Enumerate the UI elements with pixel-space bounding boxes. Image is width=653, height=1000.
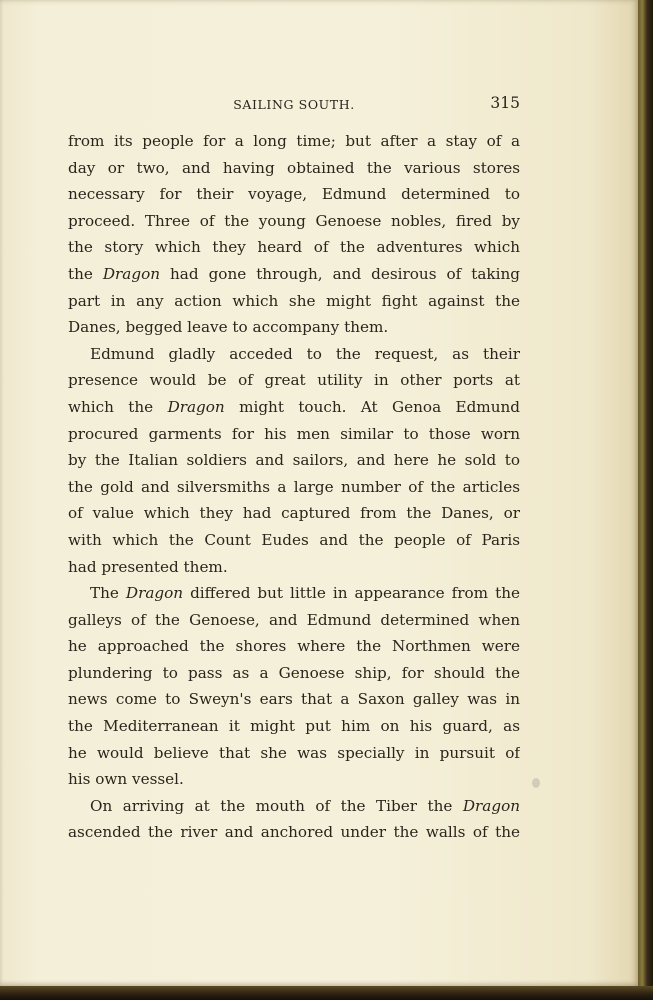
- page-number: 315: [490, 94, 520, 112]
- text-fragment: differed but little in appearance from the: [183, 584, 520, 603]
- text-line: [68, 607, 520, 634]
- text-fragment: from its people for a long time; but after a stay of a: [68, 132, 520, 150]
- text-line: [68, 341, 520, 368]
- text-line: [68, 234, 520, 261]
- text-fragment: the gold and silversmiths a large number of the articles: [68, 477, 520, 496]
- text-fragment: On arriving at the mouth of the Tiber the: [90, 796, 463, 815]
- text-line: [68, 367, 520, 394]
- body-text: [68, 128, 520, 846]
- text-line: [68, 261, 520, 288]
- text-line: [68, 181, 520, 208]
- text-line: [68, 128, 520, 155]
- text-fragment: ascended the river and anchored under the walls of the: [68, 823, 520, 842]
- text-fragment: with which the Count Eudes and the people of Paris: [68, 530, 520, 549]
- text-line: [68, 686, 520, 713]
- text-line: [68, 314, 520, 341]
- text-fragment: news come to Sweyn's ears that a Saxon galley was in: [68, 690, 520, 709]
- text-line: [68, 447, 520, 474]
- text-line: [68, 394, 520, 421]
- text-fragment: day or two, and having obtained the various stores: [68, 158, 520, 177]
- book-edge-right: [638, 0, 653, 1000]
- italic-ship-name: Dragon: [102, 264, 161, 283]
- text-fragment: his own vessel.: [68, 770, 184, 789]
- text-fragment: he approached the shores where the Northmen were: [68, 637, 520, 656]
- text-line: [68, 740, 520, 767]
- text-line: [68, 527, 520, 554]
- italic-ship-name: Dragon: [125, 584, 184, 603]
- text-fragment: the: [68, 264, 103, 283]
- page-header: [68, 94, 520, 118]
- text-fragment: presence would be of great utility in other ports at: [68, 371, 520, 390]
- text-fragment: of value which they had captured from the Danes, or: [68, 504, 520, 523]
- text-line: [68, 633, 520, 660]
- text-fragment: which the: [68, 397, 168, 416]
- running-title: SAILING SOUTH.: [233, 97, 355, 112]
- paper-stain: [532, 778, 540, 788]
- text-line: [68, 793, 520, 820]
- text-line: [68, 766, 520, 793]
- text-line: [68, 554, 520, 581]
- text-line: [68, 208, 520, 235]
- text-line: [68, 155, 520, 182]
- text-fragment: the Mediterranean it might put him on his guard, as: [68, 717, 520, 736]
- text-fragment: the story which they heard of the adventures which: [68, 238, 520, 257]
- text-fragment: part in any action which she might fight against the: [68, 291, 520, 310]
- text-fragment: The: [90, 584, 126, 603]
- italic-ship-name: Dragon: [167, 397, 225, 416]
- text-fragment: proceed. Three of the young Genoese nobles, fired by: [68, 211, 520, 230]
- text-fragment: Danes, begged leave to accompany them.: [68, 318, 389, 337]
- text-fragment: he would believe that she was specially in pursuit of: [68, 743, 520, 762]
- text-line: [68, 474, 520, 501]
- text-line: [68, 288, 520, 315]
- text-fragment: had presented them.: [68, 557, 228, 576]
- text-line: [68, 819, 520, 846]
- text-line: [68, 713, 520, 740]
- text-fragment: necessary for their voyage, Edmund determined to: [68, 185, 520, 204]
- text-line: [68, 660, 520, 687]
- text-fragment: procured garments for his men similar to those worn: [68, 424, 520, 443]
- text-fragment: by the Italian soldiers and sailors, and here he sold to: [68, 451, 520, 470]
- text-line: [68, 421, 520, 448]
- text-fragment: galleys of the Genoese, and Edmund determined when: [68, 610, 520, 629]
- text-line: [68, 580, 520, 607]
- book-edge-bottom: [0, 986, 653, 1000]
- text-fragment: had gone through, and desirous of taking: [160, 264, 520, 283]
- text-fragment: Edmund gladly acceded to the request, as their: [90, 344, 520, 363]
- italic-ship-name: Dragon: [462, 796, 520, 815]
- text-fragment: might touch. At Genoa Edmund: [224, 397, 520, 416]
- text-fragment: plundering to pass as a Genoese ship, for should the: [68, 663, 520, 682]
- text-line: [68, 500, 520, 527]
